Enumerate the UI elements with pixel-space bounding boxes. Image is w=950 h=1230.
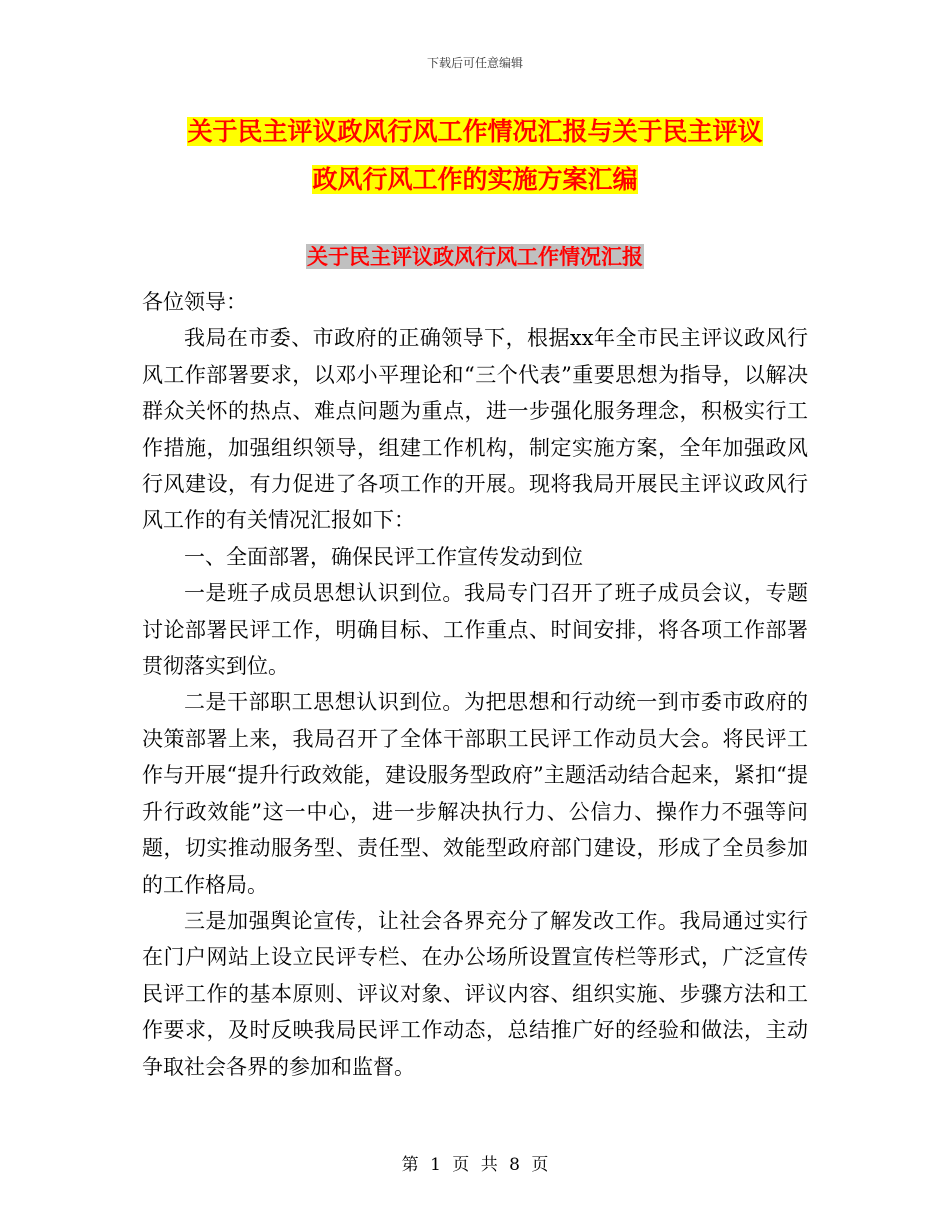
section-title-text: 关于民主评议政风行风工作情况汇报 [307,244,643,269]
document-title-line-2: 政风行风工作的实施方案汇编 [312,165,638,194]
header-note: 下载后可任意编辑 [426,56,523,70]
document-title [150,108,800,204]
salutation: 各位领导： [142,290,247,314]
paragraph-point-2: 二是干部职工思想认识到位。为把思想和行动统一到市委市政府的决策部署上来，我局召开了全体干部职工民评工作动员大会。将民评工作与开展“提升行政效能，建设服务型政府”主题活动结合起来，紧扣“提升行政效能”这一中心，进一步解决执行力、公信力、操作力不强等问题，切实推动服务型、责任型、效能型政府部门建设，形成了全员参加的工作格局。 [142,690,808,897]
document-title-line-1: 关于民主评议政风行风工作情况汇报与关于民主评议 [187,117,763,146]
page-number: 第 1 页 共 8 页 [401,1155,549,1175]
paragraph-point-1: 一是班子成员思想认识到位。我局专门召开了班子成员会议，专题讨论部署民评工作，明确目标、工作重点、时间安排，将各项工作部署贯彻落实到位。 [142,581,808,679]
paragraph-intro: 我局在市委、市政府的正确领导下，根据xx年全市民主评议政风行风工作部署要求，以邓小平理论和“三个代表”重要思想为指导，以解决群众关怀的热点、难点问题为重点，进一步强化服务理念，积极实行工作措施，加强组织领导，组建工作机构，制定实施方案，全年加强政风行风建设，有力促进了各项工作的开展。现将我局开展民主评议政风行风工作的有关情况汇报如下： [142,326,808,533]
document-body [142,284,808,1085]
section-title [0,241,950,273]
paragraph-point-3: 三是加强舆论宣传，让社会各界充分了解发改工作。我局通过实行在门户网站上设立民评专栏、在办公场所设置宣传栏等形式，广泛宣传民评工作的基本原则、评议对象、评议内容、组织实施、步骤方法和工作要求，及时反映我局民评工作动态，总结推广好的经验和做法，主动争取社会各界的参加和监督。 [142,908,808,1079]
paragraph-heading-1: 一、全面部署，确保民评工作宣传发动到位 [184,544,583,569]
